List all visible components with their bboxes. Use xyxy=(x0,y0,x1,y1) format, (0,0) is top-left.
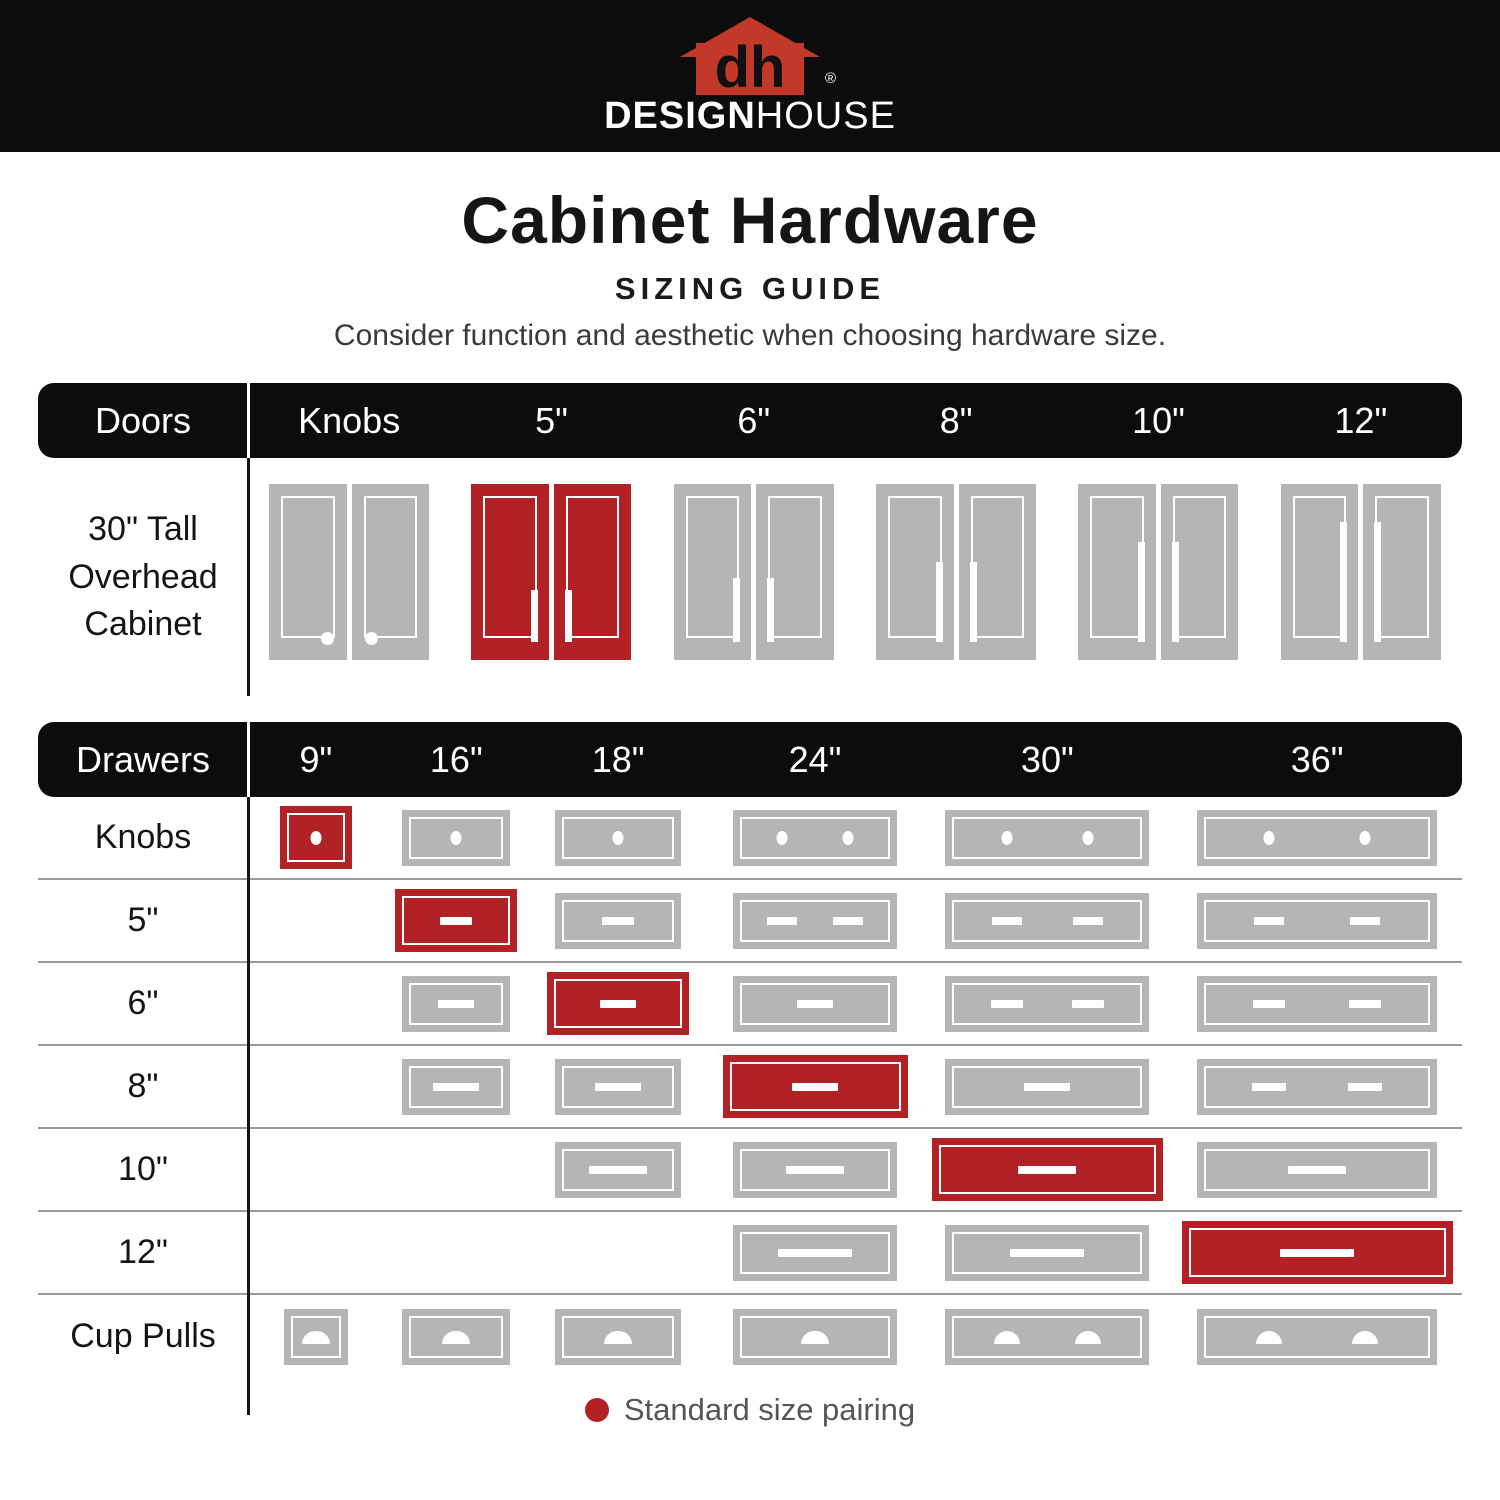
drawer-cell xyxy=(529,810,708,866)
drawer-illustration xyxy=(1197,1059,1437,1115)
drawer-illustration xyxy=(733,1309,897,1365)
header-divider xyxy=(247,383,250,458)
pull-bar xyxy=(1073,917,1103,925)
standard-pairing-dot xyxy=(585,1398,609,1422)
knob-dot xyxy=(842,831,853,845)
cabinet-door xyxy=(1161,484,1239,660)
cabinet-door xyxy=(352,484,430,660)
door-panel-outline xyxy=(483,496,537,638)
cabinet-door xyxy=(674,484,752,660)
drawer-cell xyxy=(708,1142,923,1198)
pull-bar xyxy=(1349,1000,1381,1008)
knob-dot xyxy=(1264,831,1275,845)
title-block xyxy=(0,152,1500,353)
registered-trademark: ® xyxy=(824,70,836,87)
pull-bar xyxy=(1138,542,1145,642)
doors-table-header xyxy=(38,383,1462,458)
drawer-illustration xyxy=(1197,976,1437,1032)
cabinet-cell xyxy=(1057,458,1259,696)
drawer-illustration xyxy=(723,1055,908,1118)
drawers-column-header: 36" xyxy=(1290,738,1344,780)
pull-bar xyxy=(589,1166,647,1174)
door-panel-outline xyxy=(1173,496,1227,638)
drawer-illustration xyxy=(395,889,517,952)
drawer-panel-outline xyxy=(1204,1316,1430,1358)
drawer-cell xyxy=(384,1059,529,1115)
pull-bar xyxy=(1010,1249,1084,1257)
knob-dot xyxy=(321,632,334,645)
pull-bar xyxy=(1024,1083,1070,1091)
cabinet-door xyxy=(959,484,1037,660)
drawers-table-header xyxy=(38,722,1462,797)
doors-column-header: Knobs xyxy=(298,399,401,441)
logo-monogram: dh xyxy=(714,35,786,95)
drawer-row xyxy=(38,797,1462,880)
cabinet-door xyxy=(269,484,347,660)
door-panel-outline xyxy=(1375,496,1429,638)
cabinet-cell xyxy=(450,458,652,696)
doors-column-header: 6" xyxy=(737,399,771,441)
drawers-table-body xyxy=(38,797,1462,1378)
pull-bar xyxy=(600,1000,636,1008)
pull-bar xyxy=(1280,1249,1354,1257)
cabinet-illustration xyxy=(674,484,834,660)
door-panel-outline xyxy=(1090,496,1144,638)
drawer-cell xyxy=(922,1138,1172,1201)
pull-bar xyxy=(438,1000,474,1008)
cabinet-cell xyxy=(248,458,450,696)
drawer-cell xyxy=(384,810,529,866)
door-panel-outline xyxy=(364,496,418,638)
cabinet-door xyxy=(876,484,954,660)
drawers-table xyxy=(38,722,1462,1378)
knob-dot xyxy=(451,831,462,845)
drawer-illustration xyxy=(402,976,510,1032)
drawer-illustration xyxy=(1197,893,1437,949)
drawer-illustration xyxy=(402,1059,510,1115)
drawer-cell xyxy=(1172,893,1462,949)
door-panel-outline xyxy=(686,496,740,638)
drawer-illustration xyxy=(932,1138,1163,1201)
pull-bar xyxy=(992,917,1022,925)
doors-column-header: 5" xyxy=(535,399,568,441)
drawer-cell xyxy=(708,1225,923,1281)
cabinet-illustration xyxy=(876,484,1036,660)
cabinet-illustration xyxy=(1281,484,1441,660)
pull-bar xyxy=(1253,1000,1285,1008)
pull-bar xyxy=(1254,917,1284,925)
pull-bar xyxy=(970,562,977,642)
drawer-cell xyxy=(384,889,529,952)
drawer-row xyxy=(38,1046,1462,1129)
drawer-cell xyxy=(922,1225,1172,1281)
drawer-illustration xyxy=(733,1142,897,1198)
page-description: Consider function and aesthetic when choosing hardware size. xyxy=(333,319,1167,353)
drawer-row-label: 5" xyxy=(127,901,159,940)
brand-banner xyxy=(0,0,1500,152)
doors-row-label-line: 30" Tall xyxy=(88,509,198,548)
drawer-cell xyxy=(922,810,1172,866)
drawer-panel-outline xyxy=(952,817,1142,859)
drawer-cell xyxy=(922,976,1172,1032)
drawer-panel-outline xyxy=(1204,983,1430,1025)
pull-bar xyxy=(991,1000,1023,1008)
cabinet-cell xyxy=(855,458,1057,696)
drawer-cell xyxy=(708,976,923,1032)
drawer-illustration xyxy=(945,1225,1149,1281)
cabinet-door xyxy=(1281,484,1359,660)
drawer-illustration xyxy=(733,893,897,949)
drawer-cell xyxy=(529,893,708,949)
pull-bar xyxy=(1350,917,1380,925)
pull-bar xyxy=(797,1000,833,1008)
pull-bar xyxy=(767,578,774,642)
drawer-row-label: 12" xyxy=(118,1233,168,1272)
drawer-panel-outline xyxy=(740,817,890,859)
pull-bar xyxy=(1288,1166,1346,1174)
knob-dot xyxy=(310,831,321,845)
drawer-cell xyxy=(529,1309,708,1365)
pull-bar xyxy=(733,578,740,642)
pull-bar xyxy=(1340,522,1347,642)
drawer-illustration xyxy=(555,1309,681,1365)
drawer-illustration xyxy=(402,1309,510,1365)
door-panel-outline xyxy=(768,496,822,638)
cabinet-door xyxy=(554,484,632,660)
drawer-illustration xyxy=(945,893,1149,949)
drawers-column-divider-line xyxy=(247,797,250,1415)
drawer-panel-outline xyxy=(952,983,1142,1025)
drawer-cell xyxy=(922,1309,1172,1365)
drawer-illustration xyxy=(555,810,681,866)
brand-logo xyxy=(604,17,896,135)
drawer-illustration xyxy=(280,806,352,869)
drawer-row-label: Cup Pulls xyxy=(70,1317,216,1356)
drawer-cell xyxy=(384,1309,529,1365)
drawer-row-label: 10" xyxy=(118,1150,168,1189)
drawer-panel-outline xyxy=(1204,1066,1430,1108)
house-icon xyxy=(680,17,820,95)
doors-column-header: 10" xyxy=(1132,399,1185,441)
knob-dot xyxy=(365,632,378,645)
drawer-cell xyxy=(1172,1059,1462,1115)
drawer-illustration xyxy=(1197,1309,1437,1365)
cabinet-door xyxy=(471,484,549,660)
cabinet-cell xyxy=(653,458,855,696)
pull-bar xyxy=(1252,1083,1286,1091)
drawer-cell xyxy=(708,1309,923,1365)
drawer-row xyxy=(38,1295,1462,1378)
drawer-illustration xyxy=(733,810,897,866)
knob-dot xyxy=(613,831,624,845)
drawer-cell xyxy=(529,1059,708,1115)
drawer-cell xyxy=(1172,1309,1462,1365)
knob-dot xyxy=(777,831,788,845)
drawer-cell xyxy=(1172,810,1462,866)
drawer-cell xyxy=(708,1055,923,1118)
pull-bar xyxy=(786,1166,844,1174)
drawer-panel-outline xyxy=(1204,900,1430,942)
doors-row-label xyxy=(38,506,248,649)
doors-table xyxy=(38,383,1462,696)
pull-bar xyxy=(1348,1083,1382,1091)
brand-wordmark-house: HOUSE xyxy=(755,95,896,137)
drawers-column-header: 16" xyxy=(429,738,483,780)
pull-bar xyxy=(531,590,538,642)
drawers-column-header: 24" xyxy=(788,738,842,780)
cabinet-illustration xyxy=(471,484,631,660)
pull-bar xyxy=(767,917,797,925)
page-title: Cabinet Hardware xyxy=(461,183,1039,257)
door-panel-outline xyxy=(971,496,1025,638)
drawer-panel-outline xyxy=(952,1316,1142,1358)
door-panel-outline xyxy=(566,496,620,638)
knob-dot xyxy=(1360,831,1371,845)
drawer-cell xyxy=(248,806,384,869)
pull-bar xyxy=(778,1249,852,1257)
drawer-illustration xyxy=(945,1059,1149,1115)
drawers-column-header: 30" xyxy=(1020,738,1074,780)
logo-house-icon xyxy=(680,17,836,95)
legend xyxy=(0,1392,1500,1428)
page-subtitle: SIZING GUIDE xyxy=(614,271,886,307)
doors-column-header: 8" xyxy=(939,399,973,441)
pull-bar xyxy=(1374,522,1381,642)
drawer-illustration xyxy=(284,1309,348,1365)
pull-bar xyxy=(1072,1000,1104,1008)
pull-bar xyxy=(936,562,943,642)
pull-bar xyxy=(595,1083,641,1091)
pull-bar xyxy=(1018,1166,1076,1174)
drawer-row xyxy=(38,1129,1462,1212)
drawer-row-label: Knobs xyxy=(94,818,192,857)
drawer-cell xyxy=(922,893,1172,949)
cabinet-door xyxy=(1363,484,1441,660)
drawer-panel-outline xyxy=(1204,817,1430,859)
drawer-cell xyxy=(384,976,529,1032)
door-panel-outline xyxy=(1293,496,1347,638)
legend-label: Standard size pairing xyxy=(623,1392,916,1428)
pull-bar xyxy=(565,590,572,642)
drawer-row xyxy=(38,963,1462,1046)
drawer-cell xyxy=(1172,1142,1462,1198)
drawer-cell xyxy=(708,893,923,949)
door-panel-outline xyxy=(281,496,335,638)
drawer-cell xyxy=(529,972,708,1035)
drawers-column-header: 18" xyxy=(591,738,645,780)
drawer-illustration xyxy=(547,972,689,1035)
drawer-illustration xyxy=(733,1225,897,1281)
drawers-column-header: 9" xyxy=(299,738,333,780)
cabinet-door xyxy=(756,484,834,660)
drawer-illustration xyxy=(555,1059,681,1115)
cabinet-cell xyxy=(1260,458,1462,696)
drawer-illustration xyxy=(733,976,897,1032)
knob-dot xyxy=(1083,831,1094,845)
pull-bar xyxy=(792,1083,838,1091)
drawer-illustration xyxy=(1182,1221,1453,1284)
drawer-illustration xyxy=(555,1142,681,1198)
pull-bar xyxy=(440,917,472,925)
drawer-illustration xyxy=(402,810,510,866)
pull-bar xyxy=(833,917,863,925)
drawer-panel-outline xyxy=(740,900,890,942)
doors-row-label-line: Cabinet xyxy=(84,605,202,644)
drawer-row xyxy=(38,1212,1462,1295)
drawer-cell xyxy=(248,1309,384,1365)
pull-bar xyxy=(433,1083,479,1091)
pull-bar xyxy=(1172,542,1179,642)
drawer-panel-outline xyxy=(952,900,1142,942)
doors-row-label-line: Overhead xyxy=(68,557,218,596)
doors-table-body xyxy=(38,458,1462,696)
drawer-cell xyxy=(1172,976,1462,1032)
drawer-row-label: 6" xyxy=(127,984,159,1023)
drawer-row-label: 8" xyxy=(127,1067,159,1106)
drawer-illustration xyxy=(945,810,1149,866)
drawer-row xyxy=(38,880,1462,963)
knob-dot xyxy=(1001,831,1012,845)
drawer-cell xyxy=(1172,1221,1462,1284)
drawer-illustration xyxy=(1197,810,1437,866)
door-panel-outline xyxy=(888,496,942,638)
doors-header-label: Doors xyxy=(94,399,192,441)
cabinet-illustration xyxy=(1078,484,1238,660)
drawer-illustration xyxy=(555,893,681,949)
brand-wordmark xyxy=(604,97,896,135)
cabinet-door xyxy=(1078,484,1156,660)
doors-column-divider-line xyxy=(247,458,250,696)
brand-wordmark-design: DESIGN xyxy=(604,95,756,137)
pull-bar xyxy=(602,917,634,925)
drawer-illustration xyxy=(945,976,1149,1032)
header-divider xyxy=(247,722,250,797)
drawer-cell xyxy=(529,1142,708,1198)
cabinet-illustration xyxy=(269,484,429,660)
drawer-illustration xyxy=(945,1309,1149,1365)
drawer-illustration xyxy=(1197,1142,1437,1198)
doors-column-header: 12" xyxy=(1334,399,1388,441)
drawer-cell xyxy=(922,1059,1172,1115)
drawers-header-label: Drawers xyxy=(75,738,210,780)
drawer-cell xyxy=(708,810,923,866)
